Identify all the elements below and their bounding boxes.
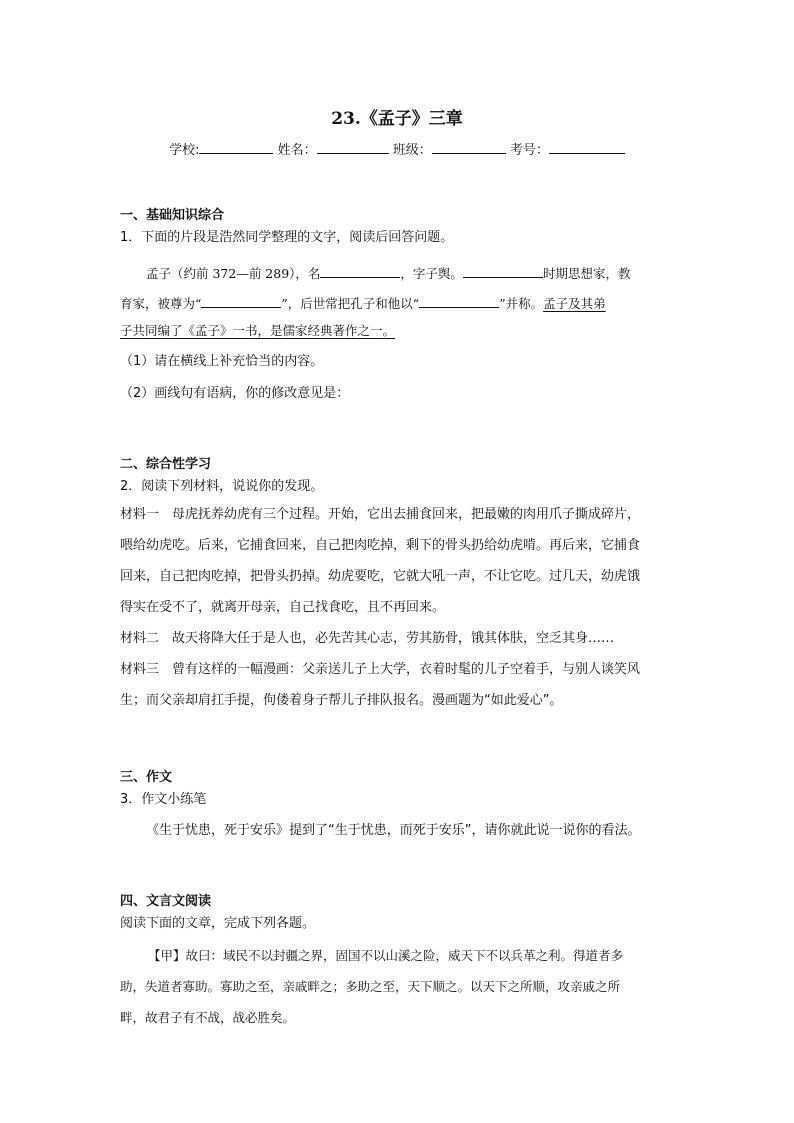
underlined-sentence-part-2: 子共同编了《孟子》一书，是儒家经典著作之一。 <box>120 323 396 338</box>
passage-line-3 <box>120 324 395 337</box>
class-blank[interactable] <box>432 140 506 154</box>
name-blank[interactable] <box>317 140 389 154</box>
name-label: 姓名： <box>277 143 317 158</box>
question-1: 1．下面的片段是浩然同学整理的文字，阅读后回答问题。 <box>120 230 454 245</box>
question-3: 3．作文小练笔 <box>120 792 207 807</box>
material-line: 材料二 故天将降大任于是人也，必先苦其心志，劳其筋骨，饿其体肤，空乏其身…… <box>120 631 615 646</box>
materials-block <box>120 499 680 716</box>
reading-intro: 阅读下面的文章，完成下列各题。 <box>120 916 316 931</box>
material-line: 回来，自己把肉吃掉，把骨头扔掉。幼虎要吃，它就大吼一声，不让它吃。过几天，幼虎饿 <box>120 569 641 584</box>
blank-title[interactable] <box>201 294 281 308</box>
student-info-line <box>0 139 794 158</box>
question-2: 2．阅读下列材料，说说你的发现。 <box>120 479 324 494</box>
material-line: 生；而父亲却肩扛手提，佝偻着身子帮儿子排队报名。漫画题为“如此爱心”。 <box>120 693 563 708</box>
sub-question-2: （2）画线句有语病，你的修改意见是： <box>120 386 350 401</box>
material-line: 喂给幼虎吃。后来，它捕食回来，自己把肉吃掉，剩下的骨头扔给幼虎啃。再后来，它捕食 <box>120 538 641 553</box>
classical-text-line: 畔，故君子有不战，战必胜矣。 <box>120 1010 296 1025</box>
class-label: 班级： <box>392 143 432 158</box>
page-title: 23.《孟子》三章 <box>331 109 463 129</box>
composition-prompt: 《生于忧患，死于安乐》提到了“生于忧患，而死于安乐”，请你就此说一说你的看法。 <box>146 823 641 838</box>
passage-line-1: 孟子（约前 372—前 289），名 ，字子舆。 时期思想家，教 <box>146 266 631 281</box>
school-blank[interactable] <box>199 140 273 154</box>
classical-text-line: 助，失道者寡助。寡助之至，亲戚畔之；多助之至，天下顺之。以天下之所顺，攻亲戚之所 <box>120 979 621 994</box>
sub-question-1: （1）请在横线上补充恰当的内容。 <box>120 354 324 369</box>
material-line: 得实在受不了，就离开母亲，自己找食吃，且不再回来。 <box>120 600 446 615</box>
classical-text-line: 【甲】故曰：域民不以封疆之界，固国不以山溪之险，威天下不以兵革之利。得道者多 <box>148 948 624 963</box>
section-4-heading: 四、文言文阅读 <box>120 894 212 909</box>
section-2-heading: 二、综合性学习 <box>120 457 212 472</box>
number-blank[interactable] <box>549 140 625 154</box>
material-line: 材料三 曾有这样的一幅漫画：父亲送儿子上大学，衣着时髦的儿子空着手，与别人谈笑风 <box>120 662 641 677</box>
blank-bingcheng[interactable] <box>419 294 499 308</box>
section-3-heading: 三、作文 <box>120 770 173 785</box>
passage-line-2: 育家，被尊为“ ”，后世常把孔子和他以“ ”并称。孟子及其弟 <box>120 296 606 311</box>
section-1-heading: 一、基础知识综合 <box>120 208 225 223</box>
school-label: 学校: <box>169 143 200 158</box>
material-line: 材料一 母虎抚养幼虎有三个过程。开始，它出去捕食回来，把最嫩的肉用爪子撕成碎片， <box>120 507 641 522</box>
underlined-sentence-part-1: 孟子及其弟 <box>543 296 606 311</box>
blank-shiqi[interactable] <box>463 264 543 278</box>
number-label: 考号： <box>509 143 549 158</box>
blank-mingzi[interactable] <box>320 264 400 278</box>
